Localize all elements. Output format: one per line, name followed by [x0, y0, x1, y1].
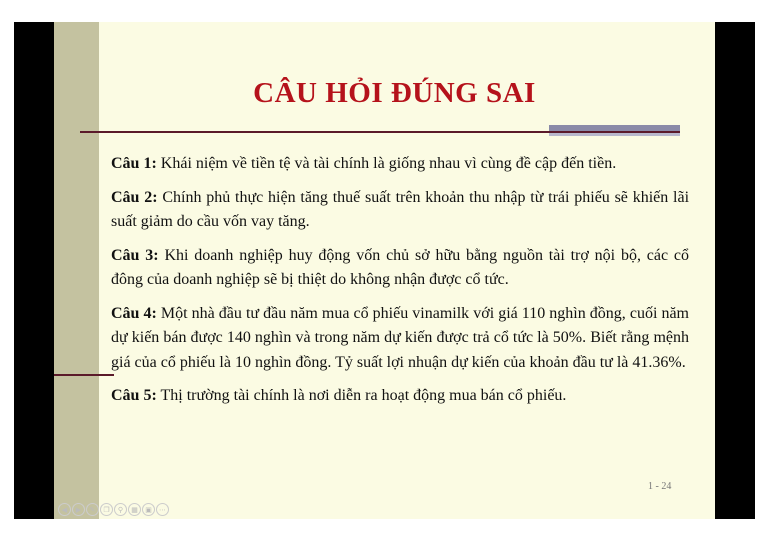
more-icon[interactable]: ⋯ — [156, 503, 169, 516]
question-text: Khái niệm về tiền tệ và tài chính là giống nhau vì cùng đề cập đến tiền. — [156, 155, 617, 172]
copy-icon[interactable]: ❐ — [100, 503, 113, 516]
question-text: Một nhà đầu tư đầu năm mua cổ phiếu vinamilk với giá 110 nghìn đồng, cuối năm dự kiến bán được 140 nghìn và trong năm dự kiến được trả cổ tức là 50%. Biết rằng mệnh giá của cổ phiếu là 10 nghìn đồng. Tỷ suất lợi nhuận dự kiến của khoản đầu tư là 41.36%. — [111, 304, 689, 371]
next-icon[interactable]: ▶ — [72, 503, 85, 516]
question-label: Câu 1: — [111, 155, 157, 172]
title-accent-bar — [549, 125, 680, 131]
pen-icon[interactable]: ✎ — [86, 503, 99, 516]
slide — [54, 22, 715, 519]
question-list — [111, 152, 689, 418]
question-5 — [111, 384, 689, 409]
question-2 — [111, 186, 689, 235]
letterbox-right — [715, 22, 755, 519]
letterbox-left — [14, 22, 54, 519]
zoom-icon[interactable]: ⚲ — [114, 503, 127, 516]
question-label: Câu 2: — [111, 188, 158, 206]
slideshow-toolbar — [58, 503, 169, 516]
question-text: Khi doanh nghiệp huy động vốn chủ sở hữu bằng nguồn tài trợ nội bộ, các cổ đông của doanh nghiệp sẽ bị thiệt do không nhận được cổ tức. — [111, 246, 690, 288]
video-icon[interactable]: ▣ — [142, 503, 155, 516]
question-3 — [111, 244, 689, 293]
slide-side-band — [54, 22, 99, 519]
side-divider — [54, 374, 114, 376]
title-accent-bar-light — [549, 133, 680, 136]
window-margin — [0, 0, 14, 543]
grid-icon[interactable]: ▦ — [128, 503, 141, 516]
page-number: 1 - 24 — [648, 481, 672, 492]
question-label: Câu 3: — [111, 246, 159, 264]
question-label: Câu 4: — [111, 304, 157, 322]
question-4 — [111, 302, 689, 376]
prev-icon[interactable]: ◀ — [58, 503, 71, 516]
question-text: Thị trường tài chính là nơi diễn ra hoạt động mua bán cổ phiếu. — [156, 387, 567, 404]
question-label: Câu 5: — [111, 387, 157, 404]
question-1 — [111, 152, 689, 177]
question-text: Chính phủ thực hiện tăng thuế suất trên khoản thu nhập từ trái phiếu sẽ khiến lãi suất giảm do cầu vốn vay tăng. — [111, 188, 690, 230]
slide-title: CÂU HỎI ĐÚNG SAI — [253, 77, 536, 109]
